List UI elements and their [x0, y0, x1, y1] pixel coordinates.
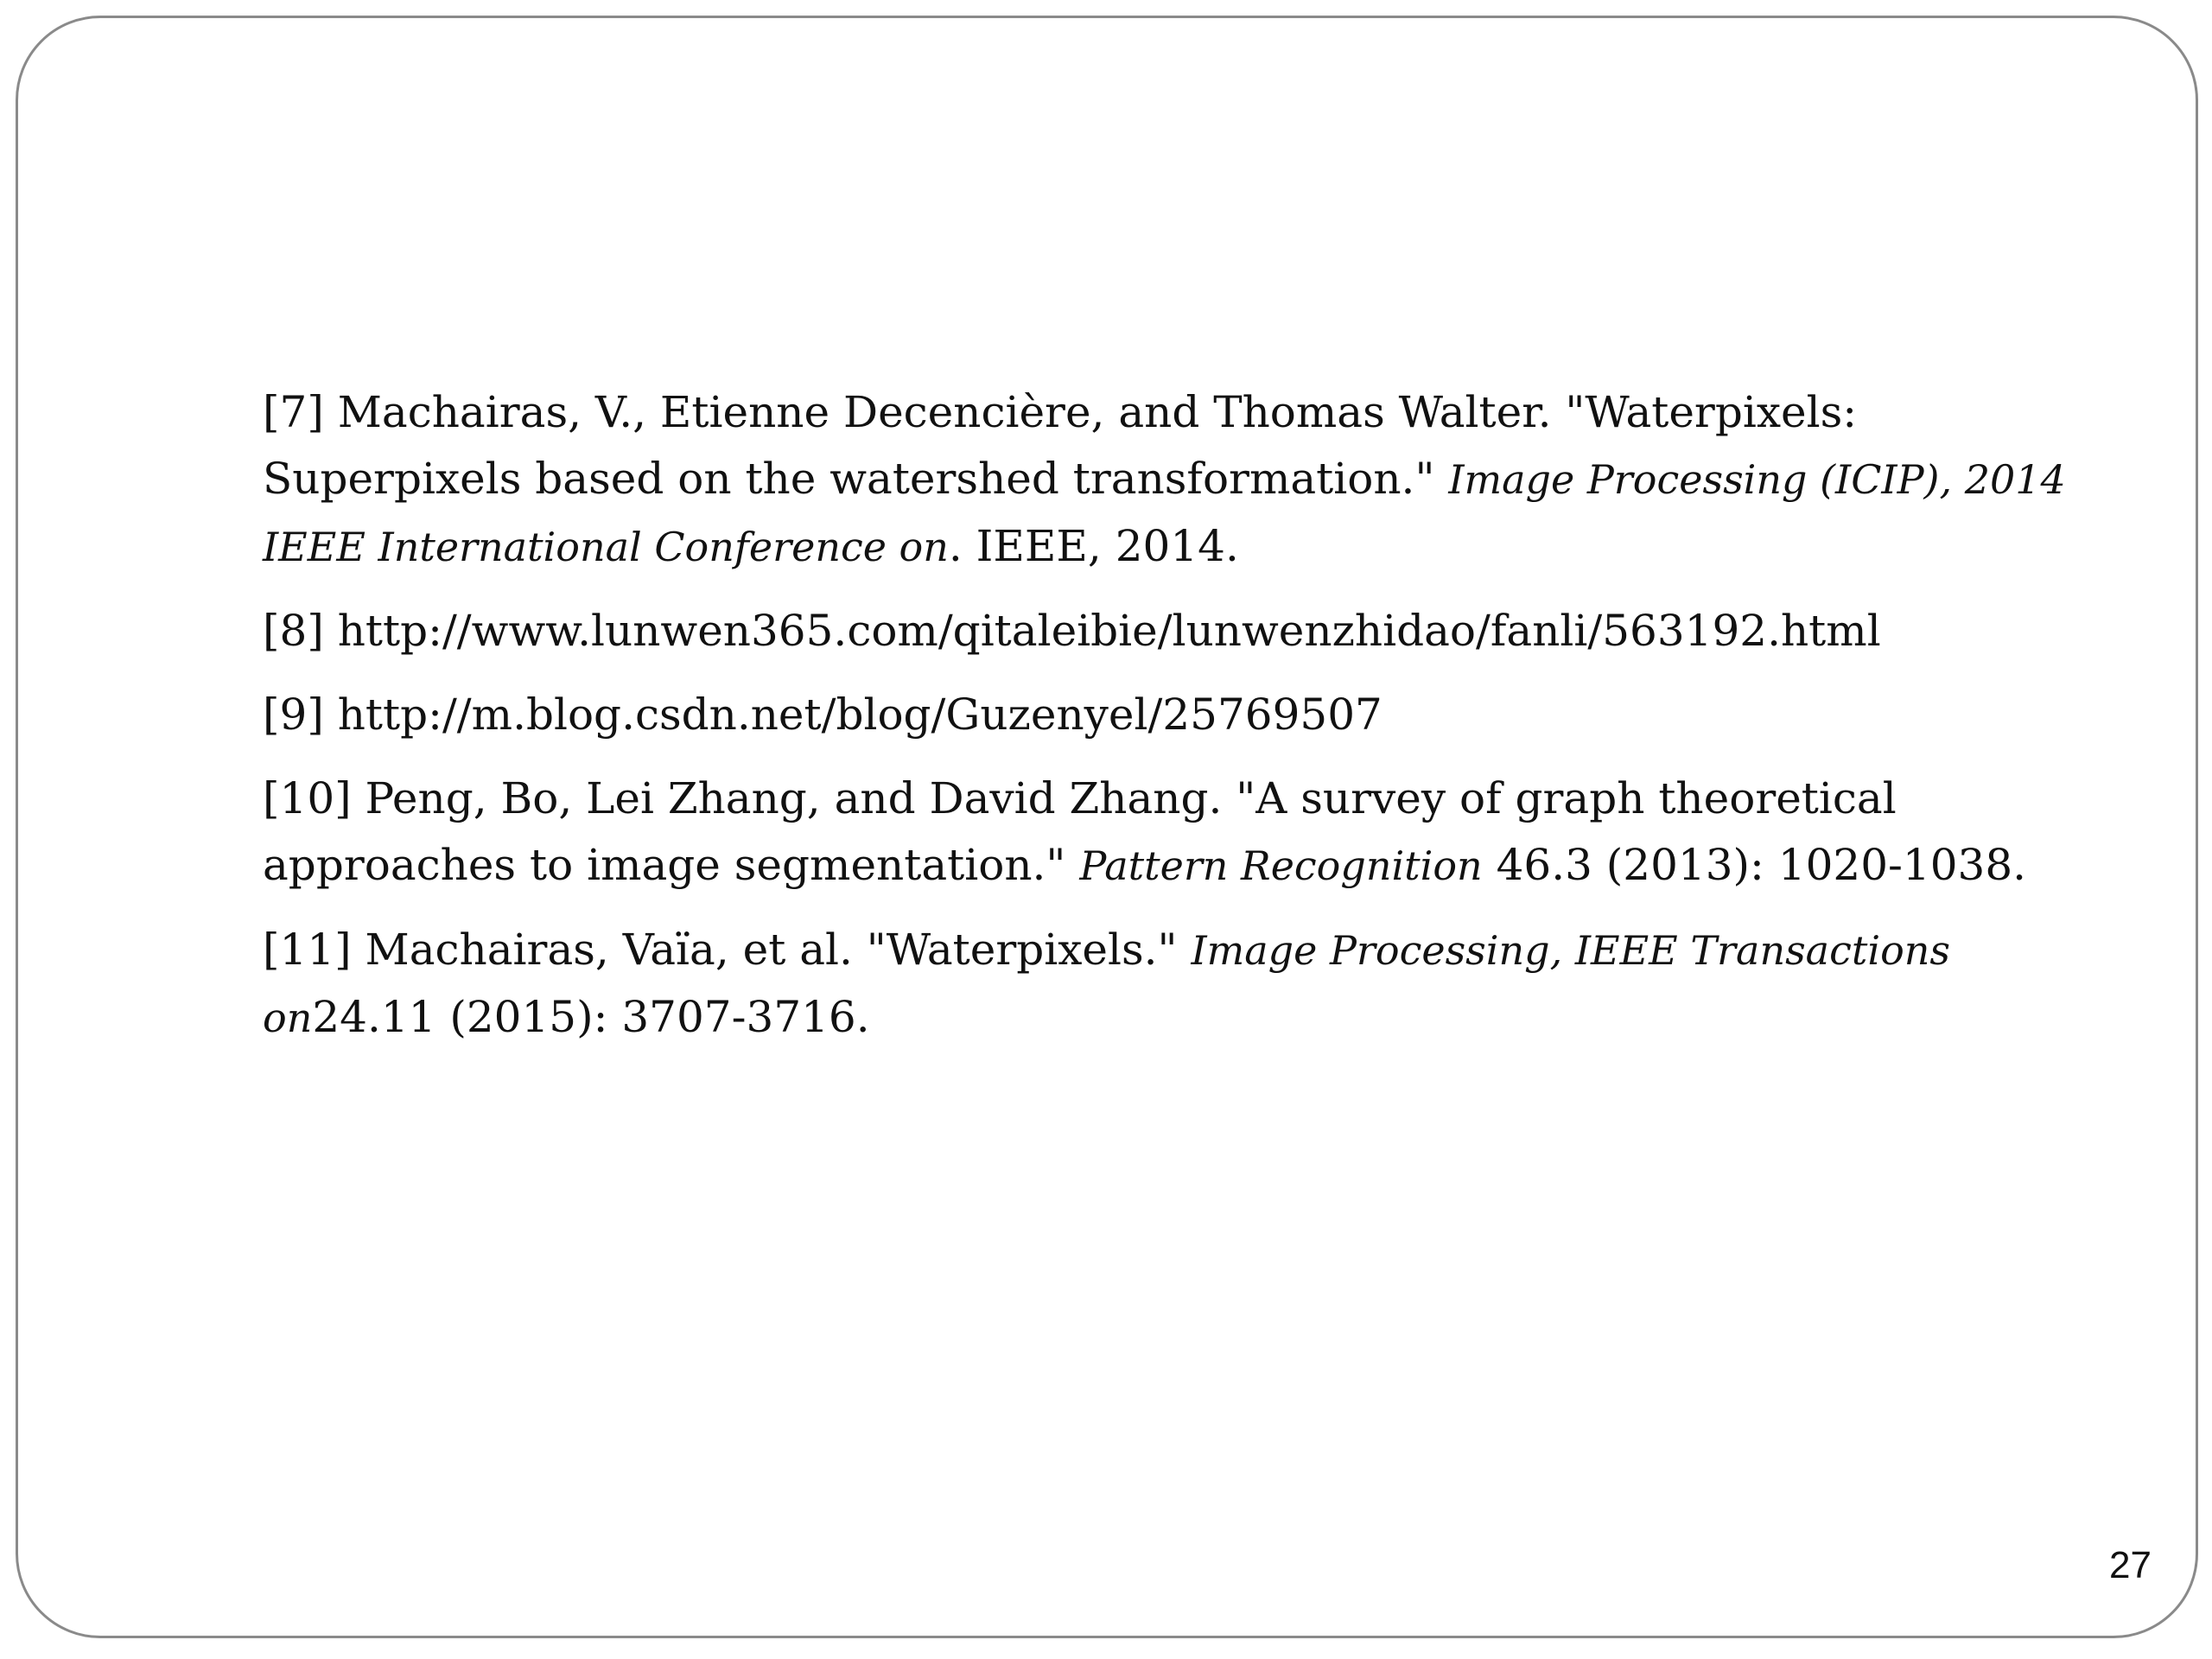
reference-venue: Image Processing (ICIP), 2014 IEEE International Conference on: [263, 456, 2066, 570]
reference-text: [11] Machairas, Vaïa, et al. "Waterpixels.": [263, 925, 1192, 975]
reference-item: [263, 598, 2086, 664]
page-number: 27: [2109, 1544, 2152, 1586]
slide: [16, 16, 2198, 1638]
reference-item: [263, 917, 2086, 1052]
reference-details: 46.3 (2013): 1020-1038.: [1482, 840, 2027, 890]
reference-venue: Image Processing, IEEE Transactions on: [263, 927, 1950, 1041]
reference-text: [7] Machairas, V., Etienne Decencière, and Thomas Walter. "Waterpixels: Superpixels based on the watershed transformation.": [263, 387, 1858, 504]
reference-details: . IEEE, 2014.: [948, 521, 1239, 571]
reference-text: [8] http://www.lunwen365.com/qitaleibie/lunwenzhidao/fanli/563192.html: [263, 606, 1881, 656]
reference-item: [263, 682, 2086, 748]
reference-details: 24.11 (2015): 3707-3716.: [312, 992, 870, 1042]
reference-venue: Pattern Recognition: [1079, 842, 1483, 889]
reference-item: [263, 379, 2086, 581]
reference-list: [263, 379, 2086, 1069]
reference-text: [9] http://m.blog.csdn.net/blog/Guzenyel/25769507: [263, 690, 1382, 740]
reference-item: [263, 766, 2086, 899]
reference-text: [10] Peng, Bo, Lei Zhang, and David Zhang. "A survey of graph theoretical approaches to image segmentation.": [263, 773, 1897, 890]
